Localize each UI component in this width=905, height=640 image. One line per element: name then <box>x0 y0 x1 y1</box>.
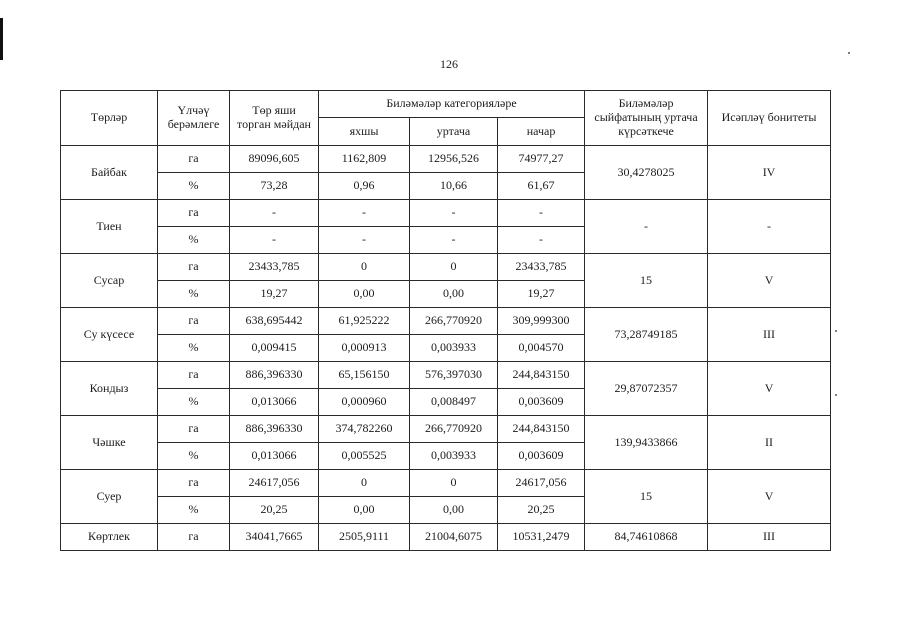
species-name-cell: Байбак <box>61 146 158 200</box>
average-category-cell: 12956,526 <box>410 146 498 173</box>
species-name-cell: Кондыз <box>61 362 158 416</box>
scan-noise-dot <box>835 330 837 332</box>
bonitet-cell: III <box>708 524 831 551</box>
table-header-row <box>61 91 831 118</box>
unit-cell: % <box>158 443 230 470</box>
bonitet-cell: V <box>708 254 831 308</box>
bonitet-cell: III <box>708 308 831 362</box>
species-header: Төрләр <box>61 91 158 146</box>
land-categories-header: Биләмәләр категорияләре <box>319 91 585 118</box>
area-header: Төр яши торган мәйдан <box>230 91 319 146</box>
table-body <box>61 146 831 551</box>
average-category-cell: - <box>410 227 498 254</box>
average-category-cell: 0 <box>410 470 498 497</box>
poor-category-cell: - <box>498 227 585 254</box>
good-category-cell: 0,000913 <box>319 335 410 362</box>
good-category-cell: 65,156150 <box>319 362 410 389</box>
table-row <box>61 416 831 443</box>
table-row <box>61 524 831 551</box>
average-category-cell: 10,66 <box>410 173 498 200</box>
poor-category-cell: 0,003609 <box>498 389 585 416</box>
table-row <box>61 200 831 227</box>
good-category-cell: 0,00 <box>319 281 410 308</box>
average-category-cell: 0,00 <box>410 281 498 308</box>
average-category-cell: 266,770920 <box>410 416 498 443</box>
area-cell: 0,013066 <box>230 389 319 416</box>
poor-category-cell: 309,999300 <box>498 308 585 335</box>
species-name-cell: Көртлек <box>61 524 158 551</box>
poor-category-cell: 19,27 <box>498 281 585 308</box>
area-cell: 23433,785 <box>230 254 319 281</box>
unit-cell: % <box>158 173 230 200</box>
poor-category-cell: 23433,785 <box>498 254 585 281</box>
poor-category-cell: 10531,2479 <box>498 524 585 551</box>
bonitet-cell: IV <box>708 146 831 200</box>
species-name-cell: Тиен <box>61 200 158 254</box>
page-number: 126 <box>440 57 458 71</box>
scan-edge-mark <box>0 18 3 60</box>
average-category-cell: 0,003933 <box>410 443 498 470</box>
area-cell: 19,27 <box>230 281 319 308</box>
unit-cell: % <box>158 227 230 254</box>
unit-cell: га <box>158 200 230 227</box>
bonitet-header: Исәпләү бонитеты <box>708 91 831 146</box>
poor-category-cell: 244,843150 <box>498 416 585 443</box>
average-category-cell: 0 <box>410 254 498 281</box>
species-name-cell: Чәшке <box>61 416 158 470</box>
good-category-header: яхшы <box>319 118 410 146</box>
area-cell: 20,25 <box>230 497 319 524</box>
unit-cell: га <box>158 470 230 497</box>
quality-index-cell: 139,9433866 <box>585 416 708 470</box>
poor-category-cell: 20,25 <box>498 497 585 524</box>
poor-category-header: начар <box>498 118 585 146</box>
poor-category-cell: 0,004570 <box>498 335 585 362</box>
poor-category-cell: 24617,056 <box>498 470 585 497</box>
scan-noise-dot <box>835 394 837 396</box>
unit-cell: га <box>158 254 230 281</box>
area-cell: 0,009415 <box>230 335 319 362</box>
good-category-cell: 374,782260 <box>319 416 410 443</box>
area-cell: 886,396330 <box>230 416 319 443</box>
land-category-table <box>60 90 831 551</box>
quality-index-cell: 84,74610868 <box>585 524 708 551</box>
table-row <box>61 470 831 497</box>
good-category-cell: - <box>319 200 410 227</box>
table-row <box>61 308 831 335</box>
quality-index-cell: 29,87072357 <box>585 362 708 416</box>
average-category-cell: 266,770920 <box>410 308 498 335</box>
unit-cell: га <box>158 416 230 443</box>
bonitet-cell: V <box>708 470 831 524</box>
average-category-header: уртача <box>410 118 498 146</box>
poor-category-cell: 61,67 <box>498 173 585 200</box>
scan-noise-dot <box>848 52 850 54</box>
area-cell: 24617,056 <box>230 470 319 497</box>
unit-cell: га <box>158 146 230 173</box>
average-category-cell: 576,397030 <box>410 362 498 389</box>
good-category-cell: 0 <box>319 470 410 497</box>
quality-index-header: Биләмәләр сыйфатының уртача күрсәткече <box>585 91 708 146</box>
quality-index-cell: 15 <box>585 254 708 308</box>
area-cell: 0,013066 <box>230 443 319 470</box>
unit-cell: % <box>158 281 230 308</box>
bonitet-cell: - <box>708 200 831 254</box>
poor-category-cell: 74977,27 <box>498 146 585 173</box>
unit-cell: га <box>158 362 230 389</box>
quality-index-cell: 30,4278025 <box>585 146 708 200</box>
good-category-cell: 0,005525 <box>319 443 410 470</box>
average-category-cell: 0,008497 <box>410 389 498 416</box>
table-row <box>61 254 831 281</box>
good-category-cell: 0,000960 <box>319 389 410 416</box>
poor-category-cell: 0,003609 <box>498 443 585 470</box>
area-cell: 89096,605 <box>230 146 319 173</box>
poor-category-cell: 244,843150 <box>498 362 585 389</box>
unit-cell: % <box>158 389 230 416</box>
quality-index-cell: 15 <box>585 470 708 524</box>
average-category-cell: 21004,6075 <box>410 524 498 551</box>
good-category-cell: 0,00 <box>319 497 410 524</box>
quality-index-cell: 73,28749185 <box>585 308 708 362</box>
species-name-cell: Суер <box>61 470 158 524</box>
good-category-cell: 0,96 <box>319 173 410 200</box>
bonitet-cell: V <box>708 362 831 416</box>
species-name-cell: Сусар <box>61 254 158 308</box>
table-row <box>61 146 831 173</box>
average-category-cell: 0,003933 <box>410 335 498 362</box>
good-category-cell: - <box>319 227 410 254</box>
unit-cell: % <box>158 335 230 362</box>
good-category-cell: 2505,9111 <box>319 524 410 551</box>
average-category-cell: - <box>410 200 498 227</box>
area-cell: - <box>230 227 319 254</box>
average-category-cell: 0,00 <box>410 497 498 524</box>
area-cell: 638,695442 <box>230 308 319 335</box>
bonitet-cell: II <box>708 416 831 470</box>
unit-header: Үлчәү берәмлеге <box>158 91 230 146</box>
unit-cell: % <box>158 497 230 524</box>
area-cell: 73,28 <box>230 173 319 200</box>
table-row <box>61 362 831 389</box>
good-category-cell: 1162,809 <box>319 146 410 173</box>
good-category-cell: 61,925222 <box>319 308 410 335</box>
poor-category-cell: - <box>498 200 585 227</box>
quality-index-cell: - <box>585 200 708 254</box>
unit-cell: га <box>158 308 230 335</box>
table-header <box>61 91 831 146</box>
area-cell: 886,396330 <box>230 362 319 389</box>
species-name-cell: Су күсесе <box>61 308 158 362</box>
good-category-cell: 0 <box>319 254 410 281</box>
area-cell: - <box>230 200 319 227</box>
unit-cell: га <box>158 524 230 551</box>
area-cell: 34041,7665 <box>230 524 319 551</box>
